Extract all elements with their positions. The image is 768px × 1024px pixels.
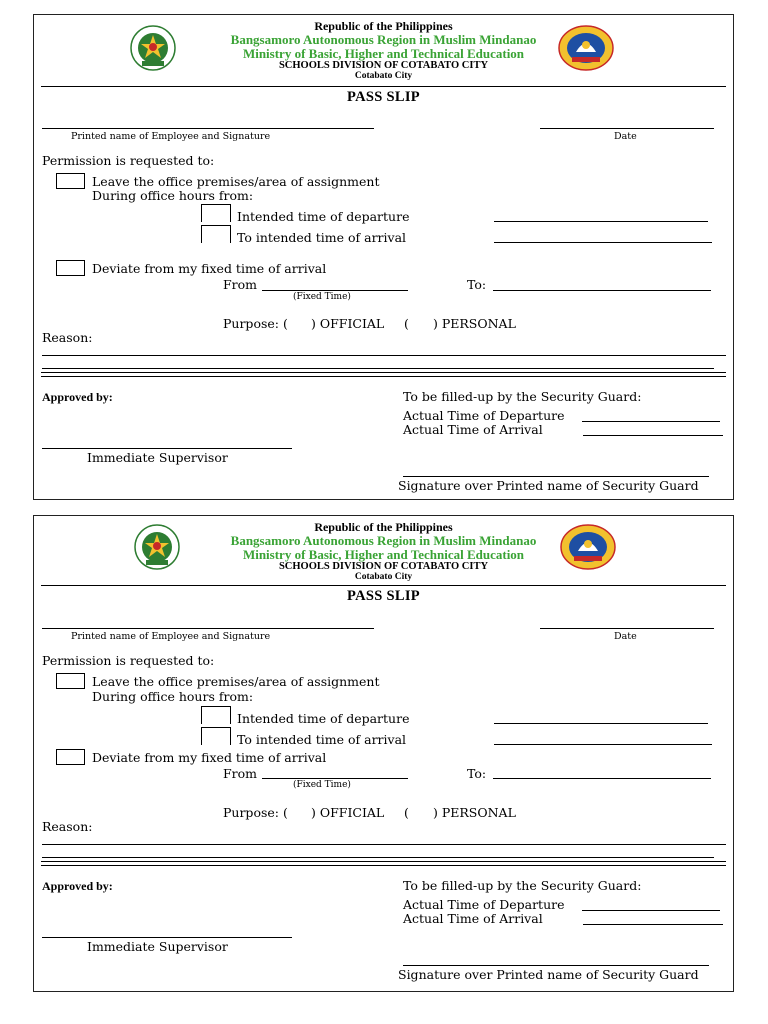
employee-signature-line[interactable] (42, 128, 374, 129)
arrival-label: To intended time of arrival (237, 732, 407, 747)
pass-slip-form (33, 515, 734, 992)
deviate-checkbox[interactable] (56, 260, 85, 276)
fixed-time-caption: (Fixed Time) (293, 780, 351, 790)
pass-slip-form (33, 14, 734, 500)
actual-arrival-label: Actual Time of Arrival (403, 911, 543, 926)
supervisor-signature-line[interactable] (42, 937, 292, 938)
purpose-label: Purpose: ( (223, 805, 288, 820)
employee-caption: Printed name of Employee and Signature (71, 631, 271, 642)
actual-departure-label: Actual Time of Departure (403, 897, 565, 912)
division-heading: SCHOOLS DIVISION OF COTABATO CITY (278, 561, 489, 572)
guard-signature-line[interactable] (403, 965, 709, 966)
purpose-label: Purpose: ( (223, 316, 288, 331)
fixed-time-caption: (Fixed Time) (293, 292, 351, 302)
personal-option[interactable]: ) PERSONAL (433, 805, 516, 820)
actual-departure-line[interactable] (582, 421, 720, 422)
division-heading: SCHOOLS DIVISION OF COTABATO CITY (278, 60, 489, 71)
reason-label: Reason: (42, 330, 93, 345)
office-hours-label: During office hours from: (92, 188, 254, 203)
office-hours-label: During office hours from: (92, 689, 254, 704)
reason-line[interactable] (42, 368, 714, 369)
approved-by-label: Approved by: (42, 879, 113, 893)
to-time-line[interactable] (493, 778, 711, 779)
to-label: To: (467, 766, 487, 781)
leave-option-label: Leave the office premises/area of assignment (92, 674, 380, 689)
from-label: From (223, 277, 258, 292)
approved-by-label: Approved by: (42, 390, 113, 404)
actual-departure-label: Actual Time of Departure (403, 408, 565, 423)
guard-signature-caption: Signature over Printed name of Security Guard (398, 478, 699, 493)
departure-time-line[interactable] (494, 723, 708, 724)
guard-intro-label: To be filled-up by the Security Guard: (403, 878, 642, 893)
date-caption: Date (614, 131, 637, 142)
guard-signature-line[interactable] (403, 476, 709, 477)
region-heading: Bangsamoro Autonomous Region in Muslim Mindanao (230, 533, 537, 548)
date-line[interactable] (540, 128, 714, 129)
employee-signature-line[interactable] (42, 628, 374, 629)
ministry-heading: Ministry of Basic, Higher and Technical Education (242, 46, 525, 61)
republic-heading: Republic of the Philippines (314, 520, 453, 534)
section-divider (41, 372, 726, 377)
leave-checkbox[interactable] (56, 173, 85, 189)
arrival-label: To intended time of arrival (237, 230, 407, 245)
arrival-time-line[interactable] (494, 744, 712, 745)
guard-signature-caption: Signature over Printed name of Security Guard (398, 967, 699, 982)
ministry-heading: Ministry of Basic, Higher and Technical Education (242, 547, 525, 562)
leave-option-label: Leave the office premises/area of assignment (92, 174, 380, 189)
official-option[interactable]: ) OFFICIAL (311, 805, 385, 820)
form-title: PASS SLIP (347, 588, 420, 604)
personal-option[interactable]: ) PERSONAL (433, 316, 516, 331)
city-heading: Cotabato City (354, 572, 413, 582)
departure-label: Intended time of departure (237, 711, 410, 726)
deviate-option-label: Deviate from my fixed time of arrival (92, 750, 327, 765)
departure-checkbox[interactable] (201, 204, 231, 222)
reason-label: Reason: (42, 819, 93, 834)
supervisor-caption: Immediate Supervisor (87, 939, 228, 954)
actual-arrival-line[interactable] (583, 924, 723, 925)
date-caption: Date (614, 631, 637, 642)
deviate-option-label: Deviate from my fixed time of arrival (92, 261, 327, 276)
reason-line[interactable] (42, 844, 726, 845)
arrival-time-line[interactable] (494, 242, 712, 243)
form-title: PASS SLIP (347, 89, 420, 105)
leave-checkbox[interactable] (56, 673, 85, 689)
employee-caption: Printed name of Employee and Signature (71, 131, 271, 142)
header-divider (41, 86, 726, 87)
section-divider (41, 861, 726, 866)
reason-line[interactable] (42, 857, 714, 858)
arrival-checkbox[interactable] (201, 727, 231, 745)
permission-label: Permission is requested to: (42, 653, 215, 668)
official-option[interactable]: ) OFFICIAL (311, 316, 385, 331)
actual-departure-line[interactable] (582, 910, 720, 911)
city-heading: Cotabato City (354, 71, 413, 81)
to-time-line[interactable] (493, 290, 711, 291)
departure-time-line[interactable] (494, 221, 708, 222)
permission-label: Permission is requested to: (42, 153, 215, 168)
from-time-line[interactable] (262, 778, 408, 779)
supervisor-signature-line[interactable] (42, 448, 292, 449)
personal-open-paren: ( (404, 316, 409, 331)
arrival-checkbox[interactable] (201, 225, 231, 243)
actual-arrival-line[interactable] (583, 435, 723, 436)
from-time-line[interactable] (262, 290, 408, 291)
reason-line[interactable] (42, 355, 726, 356)
departure-checkbox[interactable] (201, 706, 231, 724)
supervisor-caption: Immediate Supervisor (87, 450, 228, 465)
from-label: From (223, 766, 258, 781)
deviate-checkbox[interactable] (56, 749, 85, 765)
personal-open-paren: ( (404, 805, 409, 820)
to-label: To: (467, 277, 487, 292)
departure-label: Intended time of departure (237, 209, 410, 224)
header-divider (41, 585, 726, 586)
date-line[interactable] (540, 628, 714, 629)
region-heading: Bangsamoro Autonomous Region in Muslim Mindanao (230, 32, 537, 47)
guard-intro-label: To be filled-up by the Security Guard: (403, 389, 642, 404)
actual-arrival-label: Actual Time of Arrival (403, 422, 543, 437)
republic-heading: Republic of the Philippines (314, 19, 453, 33)
